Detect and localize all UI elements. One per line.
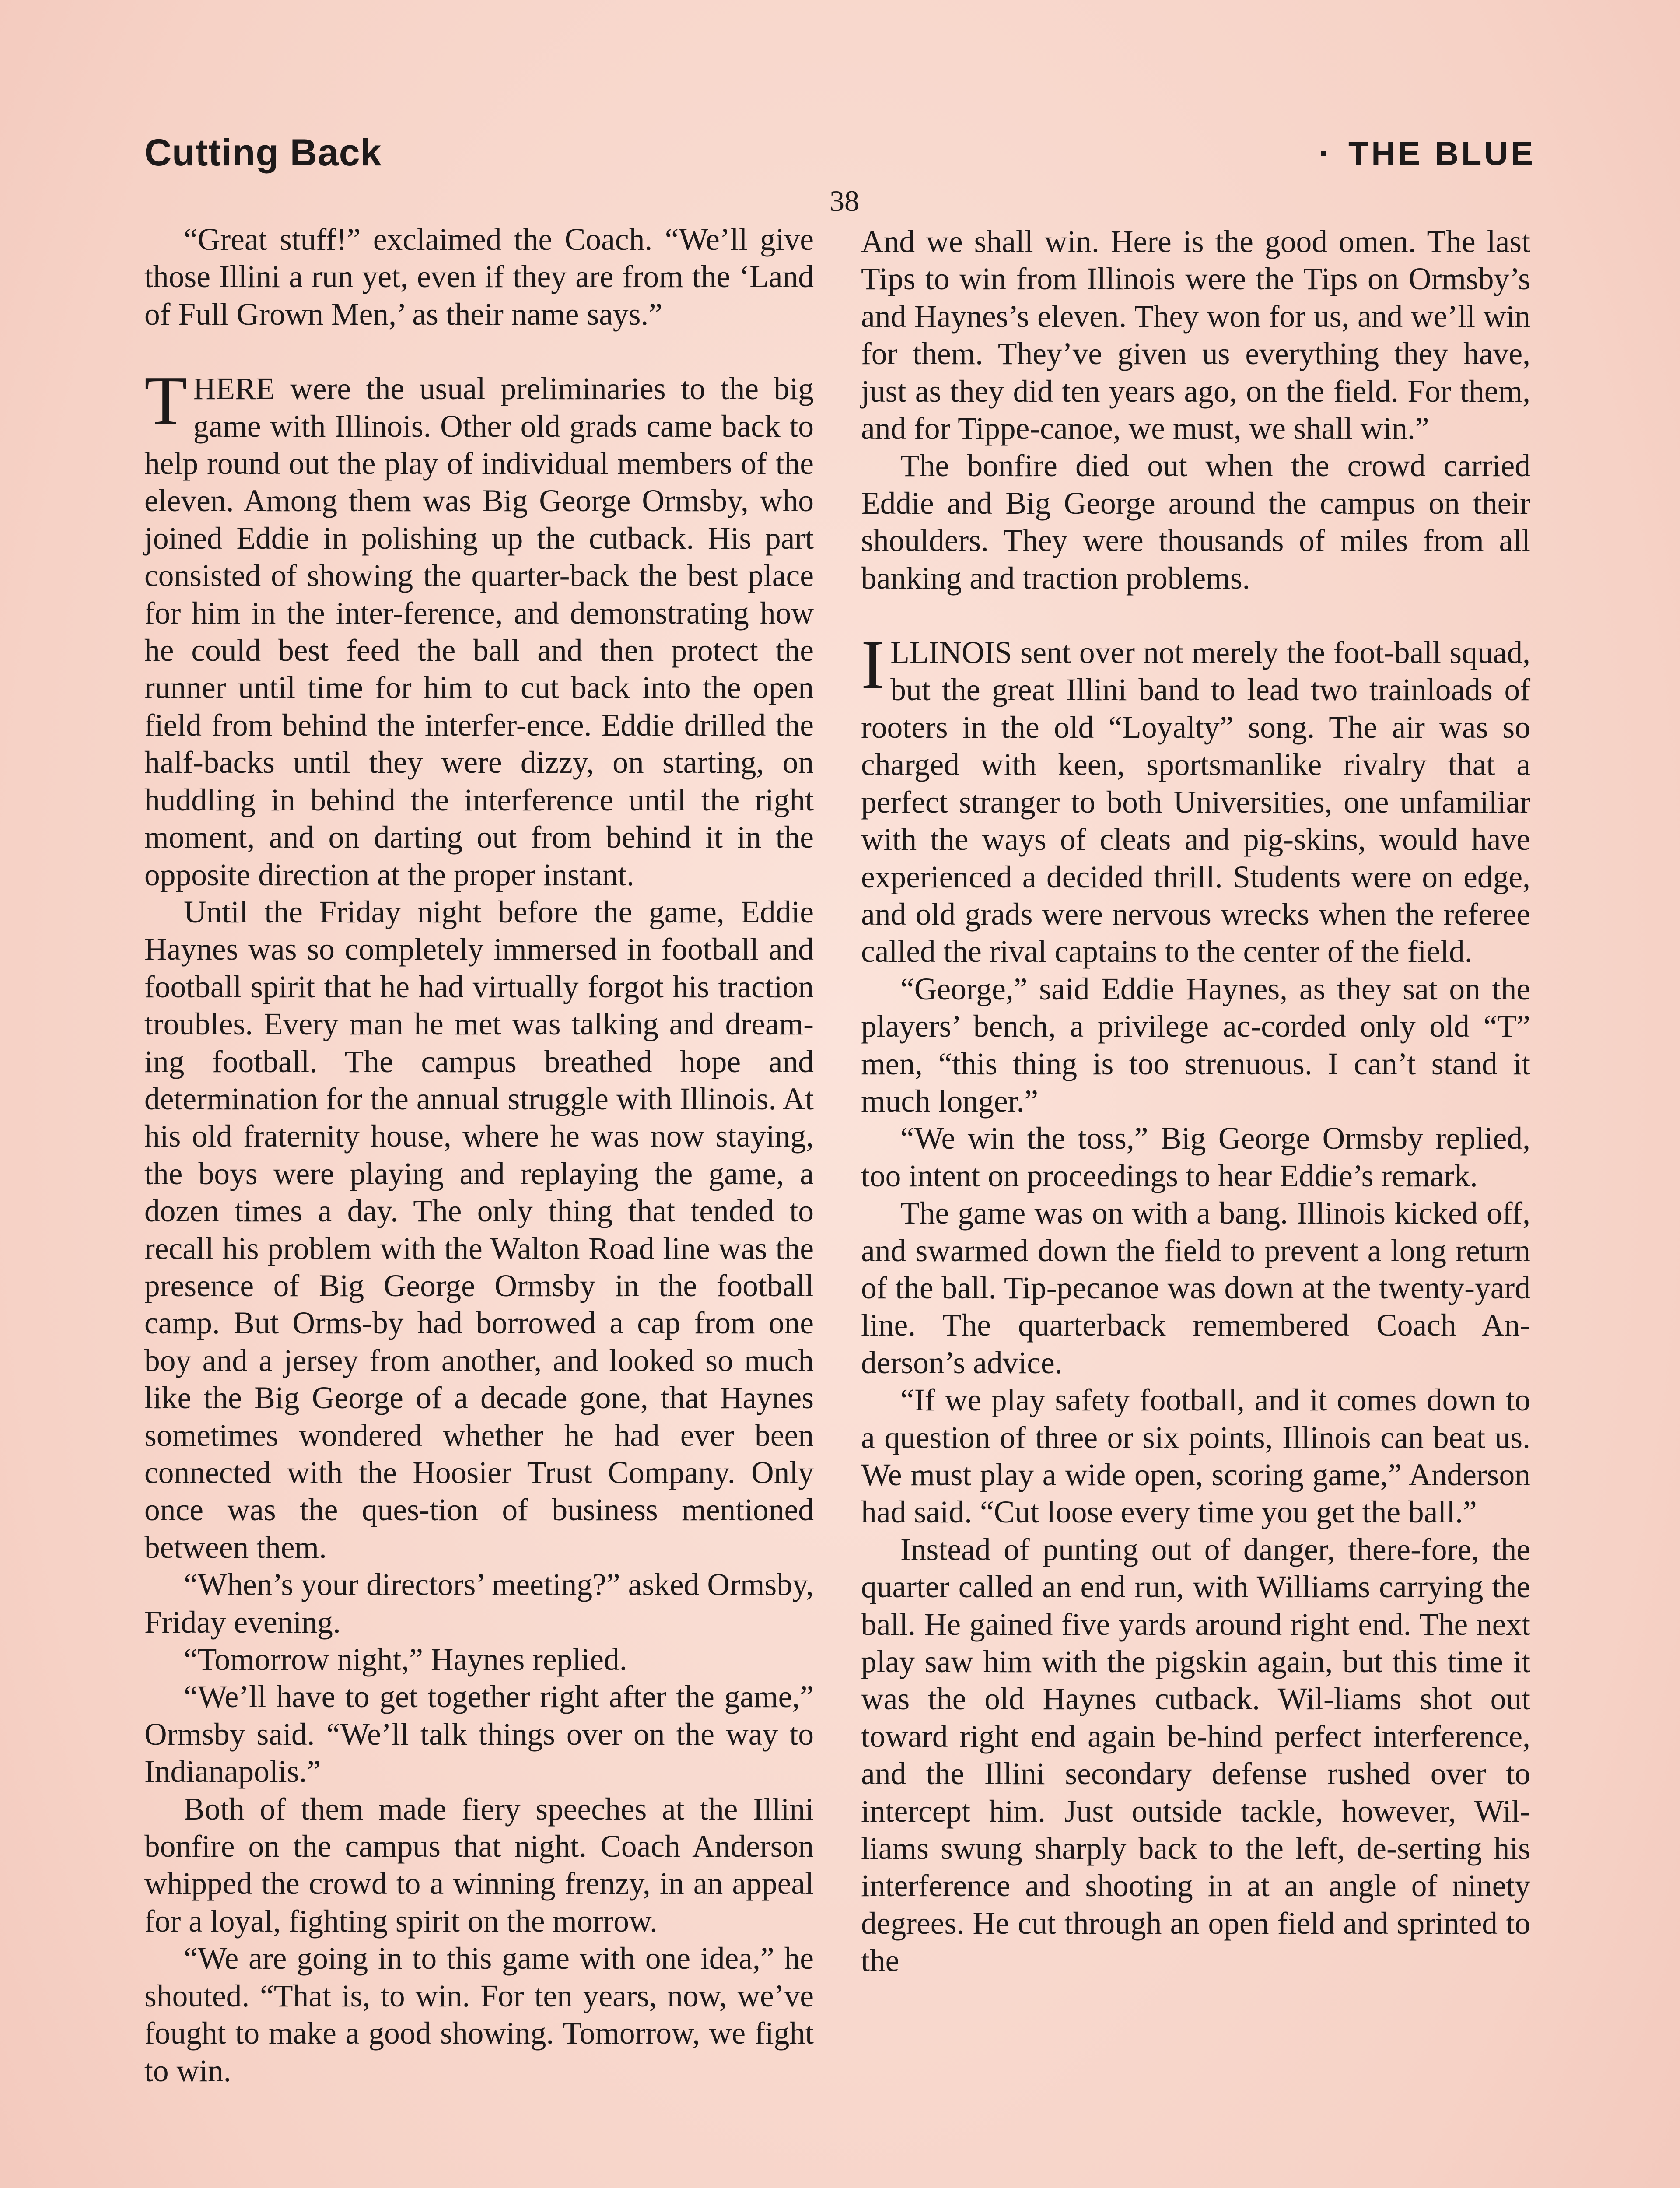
header-dot: · [1319, 135, 1333, 172]
paragraph: “Tomorrow night,” Haynes replied. [184, 1642, 627, 1677]
page-header [144, 131, 1536, 188]
paragraph: “We are going in to this game with one idea,” he shouted. “That is, to win. For ten years, now, we’ve fought to make a good showing. Tomorrow, we fight to win. [144, 1941, 814, 2088]
drop-cap: T [144, 361, 187, 440]
paragraph-text: LLINOIS sent over not merely the foot-ball squad, but the great Illini band to lead two trainloads of rooters in the old “Loyalty” song. The air was so charged with keen, sportsmanlike rivalry that a perfect stranger to both Universities, one unfamiliar with the ways of cleats and pig-skins, would have experienced a decided thrill. Students were on edge, and old grads were nervous wrecks when the referee called the rival captains to the center of the field. [861, 635, 1530, 969]
paragraph: The game was on with a bang. Illinois kicked off, and swarmed down the field to prevent a long return of the ball. Tip-pecanoe was down at the twenty-yard line. The quarterback remembered Coach An-derson’s advice. [861, 1196, 1530, 1380]
left-column [144, 221, 814, 2090]
magazine-title-text: THE BLUE [1348, 135, 1536, 172]
paragraph: “We win the toss,” Big George Ormsby replied, too intent on proceedings to hear Eddie’s remark. [861, 1121, 1530, 1193]
paragraph: Instead of punting out of danger, there-fore, the quarter called an end run, with Williams carrying the ball. He gained five yards around right end. The next play saw him with the pigskin again, but this time it was the old Haynes cutback. Wil-liams shot out toward right end again be-hind perfect interference, and the Illini secondary defense rushed over to intercept him. Just outside tackle, however, Wil-liams swung sharply back to the left, de-serting his interference and shooting in at an angle of ninety degrees. He cut through an open field and sprinted to the [861, 1532, 1530, 1978]
magazine-title [1319, 135, 1536, 173]
paragraph: “We’ll have to get together right after the game,” Ormsby said. “We’ll talk things over on the way to Indianapolis.” [144, 1680, 814, 1789]
section-paragraph [144, 361, 814, 894]
paragraph: The bonfire died out when the crowd carried Eddie and Big George around the campus on their shoulders. They were thousands of miles from all banking and traction problems. [861, 449, 1530, 596]
drop-cap: I [861, 625, 885, 704]
paragraph-text: HERE were the usual preliminaries to the big game with Illinois. Other old grads came back to help round out the play of individual members of the eleven. Among them was Big George Ormsby, who joined Eddie in polishing up the cutback. His part consisted of showing the quarter-back the best place for him in the inter-ference, and demonstrating how he could best feed the ball and then protect the runner until time for him to cut back into the open field from behind the interfer-ence. Eddie drilled the half-backs until they were dizzy, on starting, on huddling in behind the interference until the right moment, and on darting out from behind it in the opposite direction at the proper instant. [144, 372, 814, 892]
story-title: Cutting Back [144, 132, 382, 174]
paragraph: Both of them made fiery speeches at the Illini bonfire on the campus that night. Coach Anderson whipped the crowd to a winning frenzy, in an appeal for a loyal, fighting spirit on the morrow. [144, 1792, 814, 1939]
paragraph: “Great stuff!” exclaimed the Coach. “We’ll give those Illini a run yet, even if they are from the ‘Land of Full Grown Men,’ as their name says.” [144, 222, 814, 332]
paragraph: “When’s your directors’ meeting?” asked Ormsby, Friday evening. [144, 1567, 814, 1640]
paragraph: “If we play safety football, and it comes down to a question of three or six points, Illinois can beat us. We must play a wide open, scoring game,” Anderson had said. “Cut loose every time you get the ball.” [861, 1383, 1530, 1530]
right-column [861, 223, 1530, 1980]
paragraph: Until the Friday night before the game, Eddie Haynes was so completely immersed in football and football spirit that he had virtually forgot his traction troubles. Every man he met was talking and dream-ing football. The campus breathed hope and determination for the annual struggle with Illinois. At his old fraternity house, where he was now staying, the boys were playing and replaying the game, a dozen times a day. The only thing that tended to recall his problem with the Walton Road line was the presence of Big George Ormsby in the football camp. But Orms-by had borrowed a cap from one boy and a jersey from another, and looked so much like the Big George of a decade gone, that Haynes sometimes wondered whether he had ever been connected with the Hoosier Trust Company. Only once was the ques-tion of business mentioned between them. [144, 894, 814, 1565]
section-paragraph [861, 625, 1530, 971]
paragraph: And we shall win. Here is the good omen. The last Tips to win from Illinois were the Tips on Ormsby’s and Haynes’s eleven. They won for us, and we’ll win for them. They’ve given us everything they have, just as they did ten years ago, on the field. For them, and for Tippe-canoe, we must, we shall win.” [861, 224, 1530, 446]
page-number: 38 [830, 184, 859, 217]
paragraph: “George,” said Eddie Haynes, as they sat on the players’ bench, a privilege ac-corded only old “T” men, “this thing is too strenuous. I can’t stand it much longer.” [861, 971, 1530, 1119]
